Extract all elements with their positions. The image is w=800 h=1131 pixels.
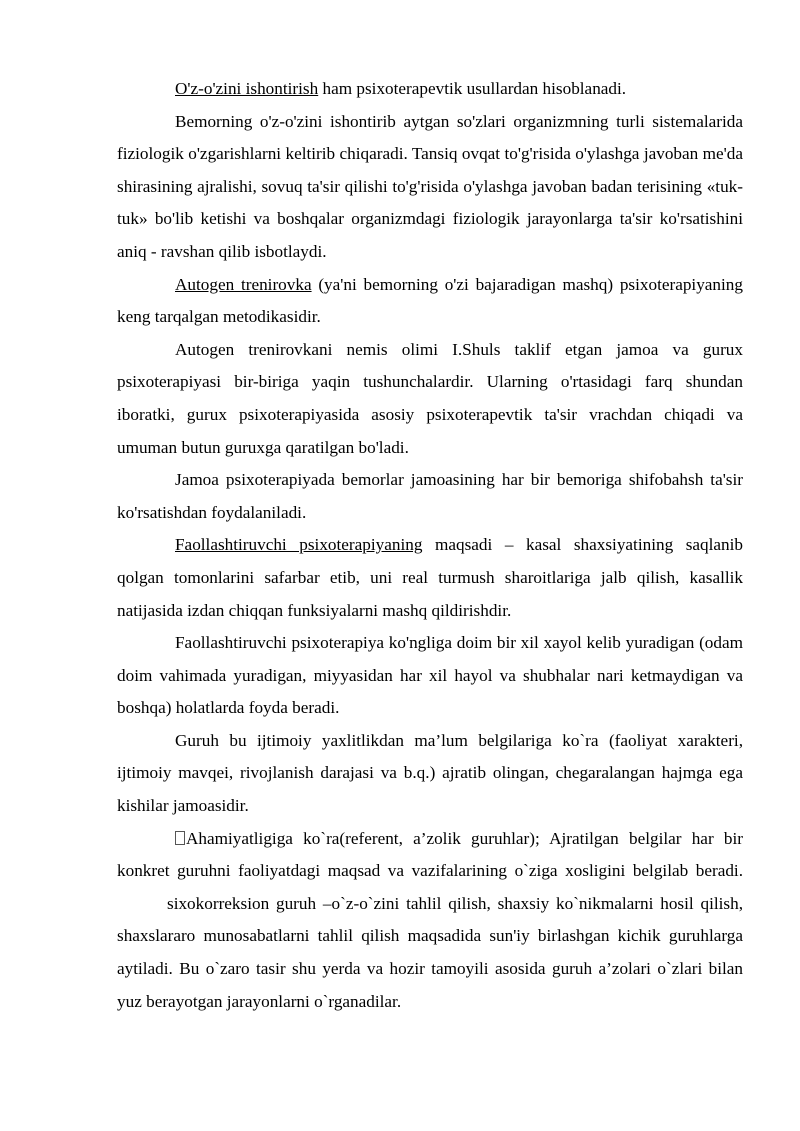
missing-glyph-icon [175, 831, 185, 845]
paragraph-group-psychotherapy [117, 334, 743, 464]
paragraph-group-definition [117, 725, 743, 823]
document-page [117, 0, 743, 1018]
paragraph-autogenic-training [117, 269, 743, 334]
paragraph-text: ham psixoterapevtik usullardan hisoblanadi. [318, 79, 627, 98]
paragraph-collective-psychotherapy [117, 464, 743, 529]
paragraph-physiological-effects [117, 106, 743, 269]
paragraph-text: (ya'ni bemorning o'zi bajaradigan mashq) psixoterapiyaning keng tarqalgan metodikasidir. [117, 274, 743, 327]
term-activating-psychotherapy: Faollashtiruvchi psixoterapiyaning [175, 535, 423, 555]
paragraph-text: maqsadi – kasal shaxsiyatining saqlanib qolgan tomonlarini safarbar etib, uni real turmush sharoitlariga jalb qilish, kasallik natijasida izdan chiqqan funksiyalarni mashq qildirishdir. [117, 535, 743, 620]
term-autogenic-training: Autogen trenirovka [175, 274, 312, 294]
paragraph-text: Faollashtiruvchi psixoterapiya ko'ngliga doim bir xil xayol kelib yuradigan (odam doim vahimada yuradigan, miyyasidan har xil hayol va shubhalar nari ketmaydigan va boshqa) holatlarda foyda beradi. [117, 633, 743, 718]
paragraph-self-suggestion [117, 73, 743, 106]
paragraph-group-significance [117, 823, 743, 1019]
paragraph-text: sixokorreksion guruh ‒o`z-o`zini tahlil qilish, shaxsiy ko`nikmalarni hosil qilish, shaxslararo munosabatlarni tahlil qilish maqsadida sun'iy birlashgan kichik guruhlarga aytiladi. Bu o`zaro tasir shu yerda va hozir tamoyili asosida guruh a’zolari o`zlari bilan yuz berayotgan jarayonlarni o`rganadilar. [117, 893, 743, 1011]
paragraph-text: Guruh bu ijtimoiy yaxlitlikdan ma’lum belgilariga ko`ra (faoliyat xarakteri, ijtimoiy mavqei, rivojlanish darajasi va b.q.) ajratib olingan, chegaralangan hajmga ega kishilar jamoasidir. [117, 730, 743, 816]
paragraph-text: Bemorning o'z-o'zini ishontirib aytgan so'zlari organizmning turli sistemalarida fiziologik o'zgarishlarni keltirib chiqaradi. Tansiq ovqat to'g'risida o'ylashga javoban me'da shirasining ajralishi, sovuq ta'sir qilishi to'g'risida o'ylashga javoban badan terisining «tuk-tuk» bo'lib ketishi va boshqalar organizmdagi fiziologik jarayonlarga ta'sir ko'rsatishini aniq - ravshan qilib isbotlaydi. [117, 111, 743, 261]
paragraph-text: Jamoa psixoterapiyada bemorlar jamoasining har bir bemoriga shifobahsh ta'sir ko'rsatishdan foydalaniladi. [117, 470, 743, 522]
term-self-suggestion: O'z-o'zini ishontirish [175, 79, 319, 98]
paragraph-activating-usage [117, 627, 743, 725]
paragraph-text: Autogen trenirovkani nemis olimi I.Shuls taklif etgan jamoa va gurux psixoterapiyasi bir-biriga yaqin tushunchalardir. Ularning o'rtasidagi farq shundan iboratki, gurux psixoterapiyasida asosiy psixoterapevtik ta'sir vrachdan chiqadi va umuman butun guruxga qaratilgan bo'ladi. [117, 339, 743, 457]
paragraph-text: Ahamiyatligiga ko`ra(referent, a’zolik guruhlar); Ajratilgan belgilar har bir konkret guruhni faoliyatdagi maqsad va vazifalarining o`ziga xosligini belgilab beradi. [117, 828, 743, 881]
paragraph-activating-psychotherapy [117, 529, 743, 627]
